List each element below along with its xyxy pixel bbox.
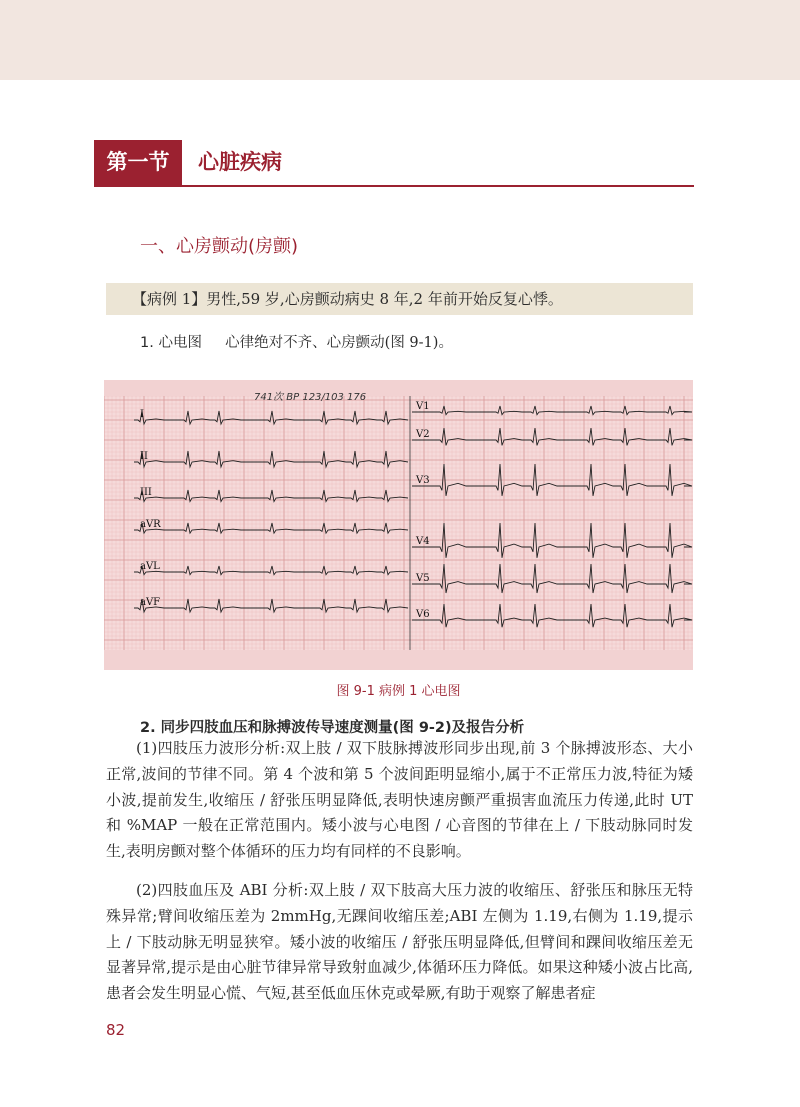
- top-band: [0, 0, 800, 80]
- ecg-lead-label-v5: V5: [416, 573, 430, 584]
- ecg-tracing: [104, 380, 693, 670]
- ecg-footer-strip: [104, 650, 693, 670]
- ecg-lead-label-v2: V2: [416, 429, 430, 440]
- item1-number: 1. 心电图: [140, 335, 202, 351]
- case-box: 【病例 1】男性,59 岁,心房颤动病史 8 年,2 年前开始反复心悸。: [106, 283, 693, 315]
- ecg-lead-label-ii: II: [140, 451, 148, 462]
- ecg-lead-label-v4: V4: [416, 536, 430, 547]
- section-header: [94, 140, 694, 187]
- ecg-lead-label-v6: V6: [416, 609, 430, 620]
- ecg-lead-label-avr: aVR: [140, 519, 161, 530]
- paragraph-1: (1)四肢压力波形分析:双上肢 / 双下肢脉搏波形同步出现,前 3 个脉搏波形态、大小正常,波间的节律不同。第 4 个波和第 5 个波间距明显缩小,属于不正常压力波,特征为矮小波,提前发生,收缩压 / 舒张压明显降低,表明快速房颤严重损害血流压力传递,此时 UT 和 %MAP 一般在正常范围内。矮小波与心电图 / 心音图的节律在上 / 下肢动脉同时发生,表明房颤对整个体循环的压力均有同样的不良影响。: [106, 739, 693, 861]
- item1-text: 心律绝对不齐、心房颤动(图 9-1)。: [225, 335, 453, 351]
- ecg-paper: [104, 380, 693, 670]
- item1-heading: [140, 333, 453, 353]
- section-title: 心脏疾病: [198, 150, 282, 174]
- ecg-lead-label-v3: V3: [416, 475, 430, 486]
- ecg-figure: [104, 380, 693, 670]
- ecg-header-strip: [104, 380, 693, 396]
- item2-heading: 2. 同步四肢血压和脉搏波传导速度测量(图 9-2)及报告分析: [140, 720, 525, 736]
- figure-caption: 图 9-1 病例 1 心电图: [336, 684, 461, 699]
- ecg-lead-label-avf: aVF: [140, 597, 161, 608]
- ecg-lead-label-v1: V1: [416, 401, 430, 412]
- section-tag: 第一节: [94, 140, 182, 185]
- section-rule: [94, 185, 694, 187]
- ecg-handwriting: 741次 BP 123/103 176: [254, 392, 367, 403]
- subsection-title: 一、心房颤动(房颤): [140, 236, 299, 257]
- ecg-lead-label-i: I: [140, 409, 144, 420]
- ecg-lead-label-iii: III: [140, 487, 152, 498]
- paragraph-2: (2)四肢血压及 ABI 分析:双上肢 / 双下肢高大压力波的收缩压、舒张压和脉压无特殊异常;臂间收缩压差为 2mmHg,无踝间收缩压差;ABI 左侧为 1.19,右侧为 1.19,提示上 / 下肢动脉无明显狭窄。矮小波的收缩压 / 舒张压明显降低,但臂间和踝间收缩压差无显著异常,提示是由心脏节律异常导致射血减少,体循环压力降低。如果这种矮小波占比高,患者会发生明显心慌、气短,甚至低血压休克或晕厥,有助于观察了解患者症: [106, 881, 693, 1003]
- page-number: 82: [106, 1021, 126, 1039]
- ecg-lead-label-avl: aVL: [140, 561, 160, 572]
